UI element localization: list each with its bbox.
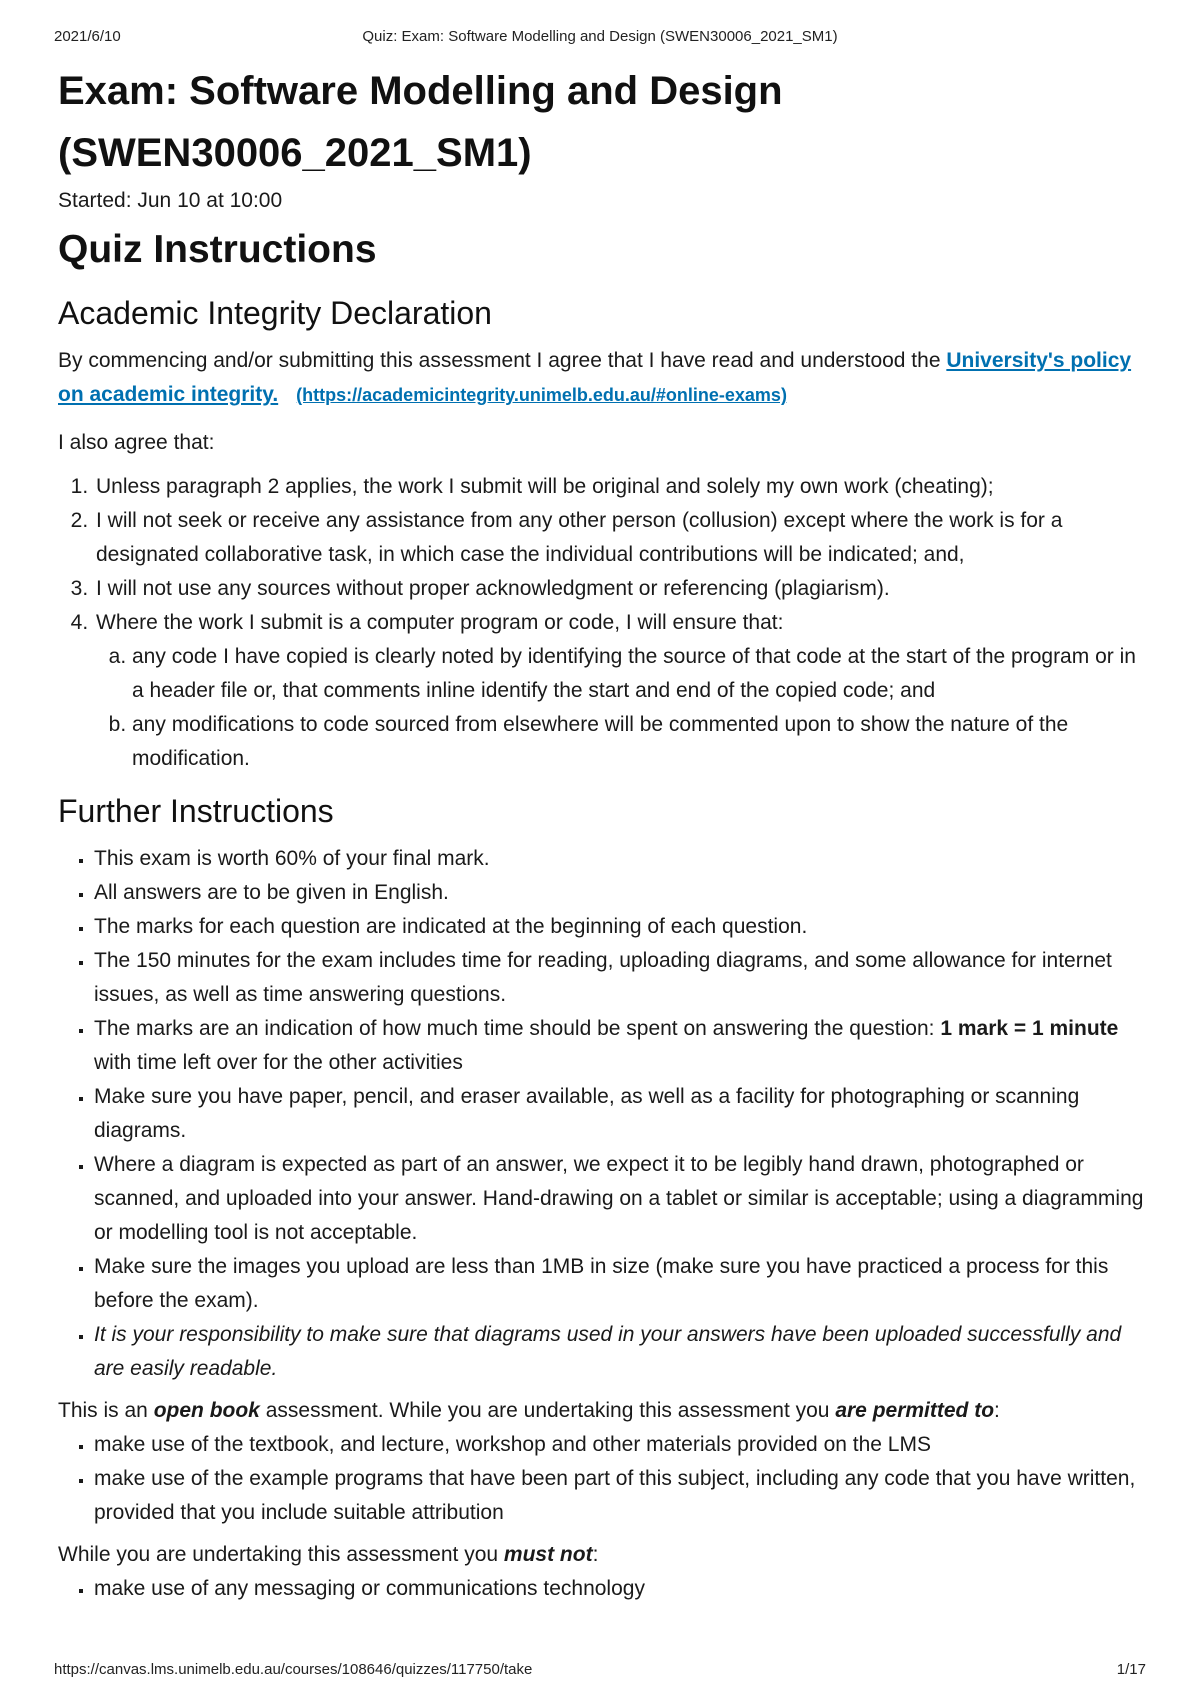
must-not-paragraph: [58, 1538, 1148, 1572]
open-book-bold: open book: [153, 1399, 260, 1422]
quiz-instructions-heading: Quiz Instructions: [58, 228, 377, 271]
agreement-item-4-text: Where the work I submit is a computer program or code, I will ensure that:: [96, 611, 784, 634]
print-footer: [54, 1661, 1146, 1681]
open-book-paragraph: [58, 1394, 1148, 1428]
marks-item-bold: 1 mark = 1 minute: [940, 1017, 1119, 1040]
must-not-item: ▪ make use of any messaging or communications technology: [94, 1572, 1148, 1606]
open-book-middle: assessment. While you are undertaking this assessment you: [259, 1399, 836, 1422]
marks-item-suffix: with time left over for the other activities: [94, 1051, 463, 1074]
policy-url-link[interactable]: (https://academicintegrity.unimelb.edu.au/#online-exams): [296, 385, 787, 405]
further-item: ▪ Make sure the images you upload are less than 1MB in size (make sure you have practiced a process for this before the exam).: [94, 1250, 1148, 1318]
further-item: ▪ Where a diagram is expected as part of an answer, we expect it to be legibly hand drawn, photographed or scanned, and uploaded into your answer. Hand-drawing on a tablet or similar is acceptable; using a diagramming or modelling tool is not acceptable.: [94, 1148, 1148, 1250]
code-sub-item-b: b. any modifications to code sourced from elsewhere will be commented upon to show the nature of the modification.: [132, 708, 1148, 776]
exam-title-line2: (SWEN30006_2021_SM1): [58, 131, 532, 175]
policy-link[interactable]: University's policy on academic integrity.: [58, 349, 1132, 406]
further-item: ▪ All answers are to be given in English.: [94, 876, 1148, 910]
agreement-item-2: 2. I will not seek or receive any assistance from any other person (collusion) except where the work is for a designated collaborative task, in which case the individual contributions will be indicated; and,: [94, 504, 1148, 572]
code-sub-list: [96, 640, 1148, 776]
responsibility-item: ▪ It is your responsibility to make sure that diagrams used in your answers have been uploaded successfully and are easily readable.: [94, 1318, 1148, 1386]
print-page-number: 1/17: [1116, 1661, 1146, 1678]
further-item: ▪ Make sure you have paper, pencil, and eraser available, as well as a facility for photographing or scanning diagrams.: [94, 1080, 1148, 1148]
must-not-prefix: While you are undertaking this assessment you: [58, 1543, 504, 1566]
permitted-bold: are permitted to: [835, 1399, 995, 1422]
must-not-suffix: :: [592, 1543, 599, 1566]
agreement-item-4: [94, 606, 1148, 776]
must-not-list: [58, 1572, 1148, 1606]
quiz-content: [58, 60, 1148, 1606]
must-not-bold: must not: [503, 1543, 593, 1566]
print-header: [54, 28, 1146, 48]
print-page-title: Quiz: Exam: Software Modelling and Design (SWEN30006_2021_SM1): [362, 28, 838, 45]
further-instructions-list: [58, 842, 1148, 1386]
marks-item: [94, 1012, 1148, 1080]
further-item: ▪ This exam is worth 60% of your final mark.: [94, 842, 1148, 876]
print-date: 2021/6/10: [54, 28, 121, 45]
further-item: ▪ The 150 minutes for the exam includes time for reading, uploading diagrams, and some allowance for internet issues, as well as time answering questions.: [94, 944, 1148, 1012]
academic-integrity-heading: Academic Integrity Declaration: [58, 295, 492, 331]
permitted-item: ▪ make use of the textbook, and lecture, workshop and other materials provided on the LMS: [94, 1428, 1148, 1462]
started-time: Started: Jun 10 at 10:00: [58, 189, 283, 212]
code-sub-item-a: a. any code I have copied is clearly noted by identifying the source of that code at the start of the program or in a header file or, that comments inline identify the start and end of the copied code; and: [132, 640, 1148, 708]
open-book-suffix: :: [994, 1399, 1000, 1422]
also-agree-text: I also agree that:: [58, 431, 215, 454]
permitted-item: ▪ make use of the example programs that have been part of this subject, including any code that you have written, provided that you include suitable attribution: [94, 1462, 1148, 1530]
exam-title-line1: Exam: Software Modelling and Design: [58, 69, 783, 113]
declaration-paragraph: [58, 344, 1148, 412]
print-url: https://canvas.lms.unimelb.edu.au/courses/108646/quizzes/117750/take: [54, 1661, 533, 1678]
marks-item-prefix: The marks are an indication of how much time should be spent on answering the question:: [94, 1017, 941, 1040]
permitted-list: [58, 1428, 1148, 1530]
agreement-item-1: 1. Unless paragraph 2 applies, the work I submit will be original and solely my own work (cheating);: [94, 470, 1148, 504]
open-book-prefix: This is an: [58, 1399, 154, 1422]
exam-title: [58, 60, 1148, 184]
declaration-text: By commencing and/or submitting this assessment I agree that I have read and understood the: [58, 349, 947, 372]
further-item: ▪ The marks for each question are indicated at the beginning of each question.: [94, 910, 1148, 944]
agreement-list: [58, 470, 1148, 776]
agreement-item-3: 3. I will not use any sources without proper acknowledgment or referencing (plagiarism).: [94, 572, 1148, 606]
further-instructions-heading: Further Instructions: [58, 793, 334, 829]
